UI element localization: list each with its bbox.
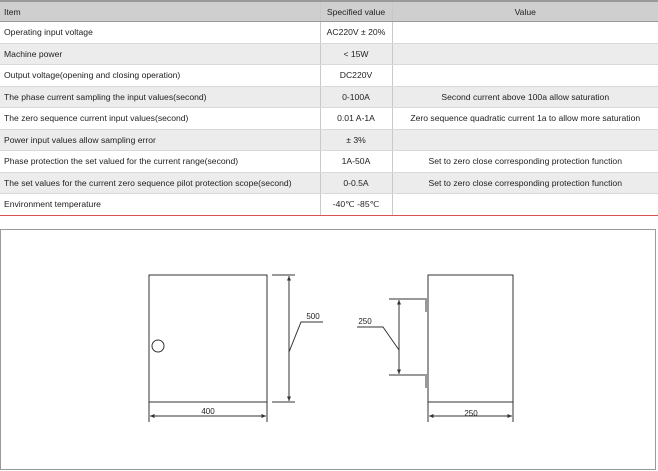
door-handle-icon xyxy=(152,340,164,352)
table-row xyxy=(0,151,658,173)
row-item: The set values for the current zero sequence pilot protection scope(second) xyxy=(0,172,320,194)
row-item: Power input values allow sampling error xyxy=(0,129,320,151)
row-spec: < 15W xyxy=(320,43,392,65)
table-row xyxy=(0,65,658,87)
table-row xyxy=(0,172,658,194)
row-item: Machine power xyxy=(0,43,320,65)
table-row xyxy=(0,43,658,65)
row-value xyxy=(392,65,658,87)
row-value: Set to zero close corresponding protection function xyxy=(392,151,658,173)
row-spec: DC220V xyxy=(320,65,392,87)
row-value: Zero sequence quadratic current 1a to allow more saturation xyxy=(392,108,658,130)
front-height-leader xyxy=(289,322,323,352)
table-row xyxy=(0,129,658,151)
row-spec: -40℃ -85℃ xyxy=(320,194,392,216)
side-mount-leader xyxy=(357,327,399,350)
row-item: Environment temperature xyxy=(0,194,320,216)
row-item: The phase current sampling the input values(second) xyxy=(0,86,320,108)
table-header-row xyxy=(0,1,658,22)
row-spec: 0-100A xyxy=(320,86,392,108)
row-item: Output voltage(opening and closing operation) xyxy=(0,65,320,87)
specification-table xyxy=(0,0,658,216)
row-spec: AC220V ± 20% xyxy=(320,22,392,44)
row-spec: 0.01 A-1A xyxy=(320,108,392,130)
dimension-drawing-panel xyxy=(0,229,656,470)
front-view-box xyxy=(149,275,267,402)
row-value: Second current above 100a allow saturation xyxy=(392,86,658,108)
header-specified-value: Specified value xyxy=(320,1,392,22)
header-item: Item xyxy=(0,1,320,22)
header-value: Value xyxy=(392,1,658,22)
table-row xyxy=(0,194,658,216)
side-view-box xyxy=(428,275,513,402)
row-item: The zero sequence current input values(second) xyxy=(0,108,320,130)
front-width-label: 400 xyxy=(201,407,215,416)
side-depth-label: 250 xyxy=(464,409,478,418)
row-item: Phase protection the set valued for the current range(second) xyxy=(0,151,320,173)
row-value xyxy=(392,194,658,216)
row-value xyxy=(392,129,658,151)
row-spec: 0-0.5A xyxy=(320,172,392,194)
row-spec: ± 3% xyxy=(320,129,392,151)
row-value xyxy=(392,22,658,44)
table-row xyxy=(0,108,658,130)
table-row xyxy=(0,22,658,44)
row-value: Set to zero close corresponding protection function xyxy=(392,172,658,194)
dimension-drawing xyxy=(1,230,657,471)
row-value xyxy=(392,43,658,65)
side-mount-label: 250 xyxy=(358,317,372,326)
row-spec: 1A-50A xyxy=(320,151,392,173)
row-item: Operating input voltage xyxy=(0,22,320,44)
table-row xyxy=(0,86,658,108)
front-height-label: 500 xyxy=(306,312,320,321)
